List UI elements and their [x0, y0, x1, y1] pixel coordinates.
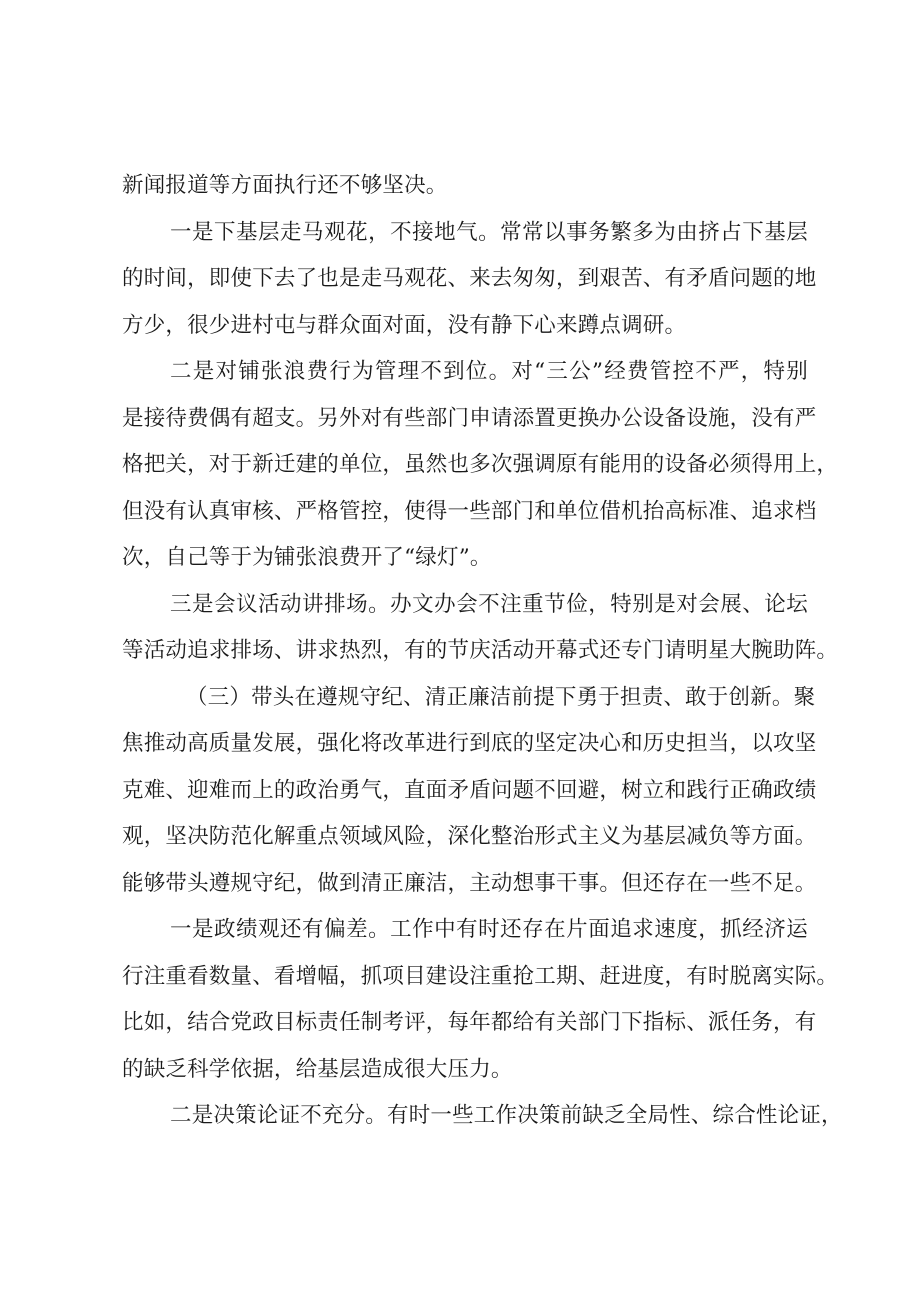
document-line: 但没有认真审核、严格管控，使得一些部门和单位借机抬高标准、追求档	[122, 498, 817, 524]
document-line: 是接待费偶有超支。另外对有些部门申请添置更换办公设备设施，没有严	[122, 405, 817, 431]
document-line: 一是下基层走马观花，不接地气。常常以事务繁多为由挤占下基层	[170, 219, 808, 245]
document-line: 观，坚决防范化解重点领域风险，深化整治形式主义为基层减负等方面。	[122, 824, 817, 849]
document-line: 克难、迎难而上的政治勇气，直面矛盾问题不回避，树立和践行正确政绩	[122, 777, 817, 803]
document-body	[122, 163, 843, 1140]
document-line: 格把关，对于新迁建的单位，虽然也多次强调原有能用的设备必须得用上，	[122, 452, 839, 477]
document-line: 能够带头遵规守纪，做到清正廉洁，主动想事干事。但还存在一些不足。	[122, 870, 817, 896]
document-line: 行注重看数量、看增幅，抓项目建设注重抢工期、赶进度，有时脱离实际。	[122, 963, 839, 989]
document-line: 等活动追求排场、讲求热烈，有的节庆活动开幕式还专门请明星大腕助阵。	[122, 638, 839, 663]
document-line: 二是决策论证不充分。有时一些工作决策前缺乏全局性、综合性论证，	[170, 1103, 843, 1128]
document-line: 比如，结合党政目标责任制考评，每年都给有关部门下指标、派任务，有	[122, 1010, 817, 1035]
document-line: 焦推动高质量发展，强化将改革进行到底的坚定决心和历史担当，以攻坚	[122, 731, 817, 756]
document-line: 方少，很少进村屯与群众面对面，没有静下心来蹲点调研。	[122, 312, 687, 338]
document-line: 二是对铺张浪费行为管理不到位。对“三公”经费管控不严，特别	[170, 359, 808, 384]
document-line: 一是政绩观还有偏差。工作中有时还存在片面追求速度，抓经济运	[170, 917, 808, 942]
document-line: 次，自己等于为铺张浪费开了“绿灯”。	[122, 545, 492, 570]
document-line: 的缺乏科学依据，给基层造成很大压力。	[122, 1056, 513, 1082]
document-line: 三是会议活动讲排场。办文办会不注重节俭，特别是对会展、论坛	[170, 591, 808, 617]
document-line: （三）带头在遵规守纪、清正廉洁前提下勇于担责、敢于创新。聚	[186, 684, 816, 710]
document-line: 的时间，即使下去了也是走马观花、来去匆匆，到艰苦、有矛盾问题的地	[122, 266, 817, 291]
document-line: 新闻报道等方面执行还不够坚决。	[122, 173, 448, 198]
